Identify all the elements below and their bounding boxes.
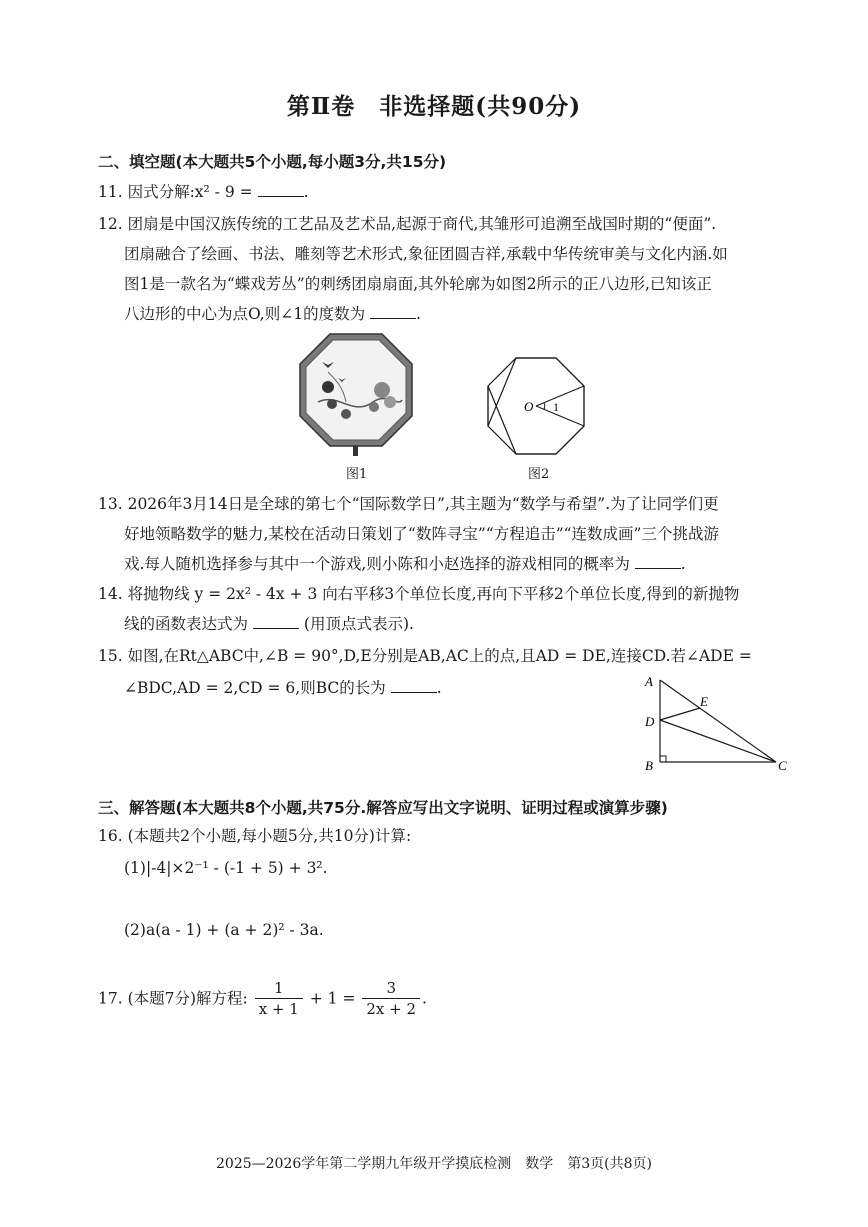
question-16-part-2: (2)a(a - 1) + (a + 2)² - 3a. — [124, 921, 324, 939]
question-15-line-2-text: ∠BDC,AD = 2,CD = 6,则BC的长为 — [124, 679, 386, 697]
question-16-intro: 16. (本题共2个小题,每小题5分,共10分)计算: — [98, 827, 412, 845]
label-E: E — [700, 694, 708, 709]
figure-1-caption: 图1 — [346, 467, 368, 482]
label-B: B — [645, 758, 653, 773]
figure-2-octagon — [486, 356, 586, 456]
fraction-1-denominator: x + 1 — [258, 1000, 299, 1018]
fraction-2-denominator: 2x + 2 — [366, 1000, 417, 1018]
answer-blank — [391, 678, 437, 693]
label-D: D — [645, 714, 655, 729]
answer-blank — [370, 304, 416, 319]
question-17: 17. (本题7分)解方程: $\frac{1}{x + 1}$ + 1 = $\frac{3}{2x + 2}$ . — [98, 979, 427, 1018]
label-C: C — [778, 758, 787, 773]
question-16-part-1: (1)|-4|×2⁻¹ - (-1 + 5) + 3². — [124, 859, 328, 877]
fraction-2-numerator: 3 — [362, 978, 420, 999]
question-15-line-1: 15. 如图,在Rt△ABC中,∠B = 90°,D,E分别是AB,AC上的点,且AD = DE,连接CD.若∠ADE = — [98, 647, 752, 665]
section-3-heading: 三、解答题(本大题共8个小题,共75分.解答应写出文字说明、证明过程或演算步骤) — [98, 799, 668, 817]
question-11-text: 11. 因式分解:x² - 9 = — [98, 183, 253, 201]
question-12-line-4-text: 八边形的中心为点O,则∠1的度数为 — [124, 305, 366, 323]
question-13-line-3: 戏.每人随机选择参与其中一个游戏,则小陈和小赵选择的游戏相同的概率为 . — [124, 555, 686, 573]
question-12-line-3: 图1是一款名为“蝶戏芳丛”的刺绣团扇扇面,其外轮廓为如图2所示的正八边形,已知该正 — [124, 275, 712, 293]
figure-2-caption: 图2 — [528, 467, 550, 482]
question-12-line-4: 八边形的中心为点O,则∠1的度数为 . — [124, 305, 421, 323]
figure-q15-triangle — [640, 672, 790, 776]
question-14-line-2-post: (用顶点式表示). — [303, 615, 414, 633]
fraction-1 — [255, 978, 303, 1019]
question-17-prefix: 17. (本题7分)解方程: — [98, 989, 248, 1008]
label-angle-1: 1 — [553, 400, 559, 414]
question-15-line-2: ∠BDC,AD = 2,CD = 6,则BC的长为 . — [124, 679, 442, 697]
question-14-line-2-pre: 线的函数表达式为 — [124, 615, 249, 633]
fraction-2 — [362, 978, 420, 1019]
answer-blank — [258, 182, 304, 197]
question-13-line-2: 好地领略数学的魅力,某校在活动日策划了“数阵寻宝”“方程追击”“连数成画”三个挑战游 — [124, 525, 719, 543]
fraction-1-numerator: 1 — [255, 978, 303, 999]
figure-1-fan-image — [298, 332, 414, 456]
question-14-line-2 — [124, 614, 414, 634]
answer-blank — [635, 554, 681, 569]
question-14-line-1: 14. 将抛物线 y = 2x² - 4x + 3 向右平移3个单位长度,再向下平移2个单位长度,得到的新抛物 — [98, 585, 740, 603]
question-13-line-3-text: 戏.每人随机选择参与其中一个游戏,则小陈和小赵选择的游戏相同的概率为 — [124, 555, 630, 573]
section-2-heading: 二、填空题(本大题共5个小题,每小题3分,共15分) — [98, 153, 447, 171]
question-12-line-1: 12. 团扇是中国汉族传统的工艺品及艺术品,起源于商代,其雏形可追溯至战国时期的“便面”. — [98, 215, 717, 233]
page-title: 第Ⅱ卷 非选择题(共90分) — [286, 93, 582, 120]
label-O: O — [524, 399, 534, 414]
question-13-line-1: 13. 2026年3月14日是全球的第七个“国际数学日”,其主题为“数学与希望”.为了让同学们更 — [98, 495, 719, 513]
page-footer: 2025—2026学年第二学期九年级开学摸底检测 数学 第3页(共8页) — [216, 1156, 652, 1172]
question-12-line-2: 团扇融合了绘画、书法、雕刻等艺术形式,象征团圆吉祥,承载中华传统审美与文化内涵.如 — [124, 245, 728, 263]
label-A: A — [645, 674, 653, 689]
question-11: 11. 因式分解:x² - 9 = . — [98, 183, 309, 201]
answer-blank — [253, 614, 299, 629]
question-17-middle: + 1 = — [309, 989, 356, 1008]
